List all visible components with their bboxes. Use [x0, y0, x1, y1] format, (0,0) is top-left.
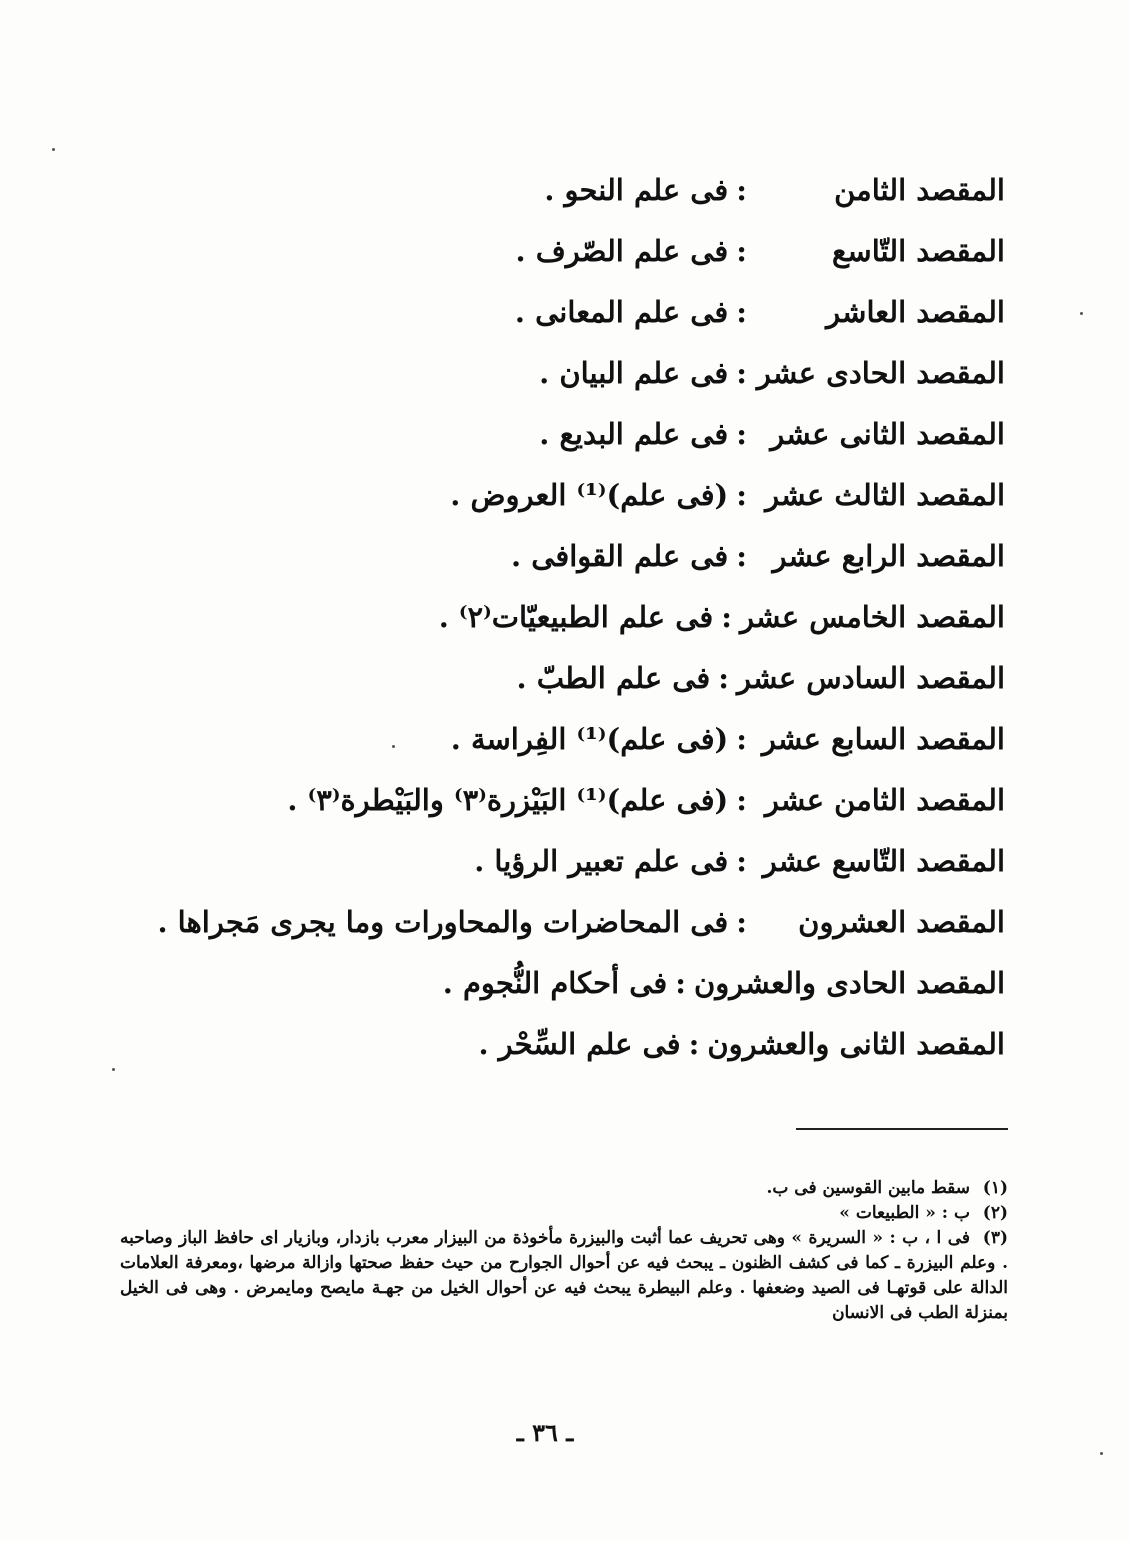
- entry-label: المقصد الثانى والعشرون: [707, 1027, 1005, 1061]
- entry-label: المقصد الحادى والعشرون: [693, 966, 1005, 1000]
- entry-text: فى علم القوافى .: [511, 539, 729, 573]
- footnote: [120, 1226, 1008, 1326]
- contents-entry: [125, 526, 1005, 587]
- contents-entry: [125, 282, 1005, 343]
- contents-entry: [125, 404, 1005, 465]
- contents-entry: [125, 160, 1005, 221]
- paper-speck: [112, 1068, 115, 1071]
- contents-entry: [125, 221, 1005, 282]
- entry-label: المقصد التّاسع: [831, 234, 1005, 268]
- contents-entry: [125, 892, 1005, 953]
- entry-label: المقصد الحادى عشر: [756, 356, 1005, 390]
- entry-label: المقصد الثامن: [834, 173, 1005, 207]
- paper-speck: [1080, 312, 1083, 315]
- entry-text: فى علم البيان .: [539, 356, 729, 390]
- entry-separator: :: [736, 234, 747, 268]
- contents-entry: [125, 648, 1005, 709]
- contents-entry: [125, 465, 1005, 526]
- footnote-text: سقط مابين القوسين فى ب.: [766, 1178, 970, 1198]
- contents-entry: [125, 343, 1005, 404]
- contents-entry: [125, 587, 1005, 648]
- paper-speck: [392, 745, 395, 748]
- entry-label: المقصد الرابع عشر: [772, 539, 1005, 573]
- footnote-separator-rule: [796, 1128, 1008, 1130]
- entry-separator: :: [736, 295, 747, 329]
- entry-label: المقصد السادس عشر: [737, 661, 1005, 695]
- contents-entry: [125, 709, 1005, 770]
- entry-text: فى علم المعانى .: [514, 295, 729, 329]
- entry-separator: :: [688, 1027, 700, 1061]
- entry-text: فى المحاضرات والمحاورات وما يجرى مَجراها .: [157, 905, 729, 939]
- entry-separator: :: [736, 539, 747, 573]
- entry-text: (فى علم)⁽¹⁾ العروض .: [450, 478, 729, 512]
- entry-text: فى علم السِّحْر .: [478, 1027, 681, 1061]
- footnote: [120, 1176, 1008, 1201]
- entry-label: المقصد الثالث عشر: [765, 478, 1005, 512]
- entry-separator: :: [721, 600, 732, 634]
- entry-separator: :: [736, 722, 747, 756]
- entry-separator: :: [736, 417, 747, 451]
- entry-text: فى علم النحو .: [544, 173, 729, 207]
- entry-text: (فى علم)⁽¹⁾ الفِراسة .: [450, 722, 729, 756]
- footnote-marker: (٣): [982, 1228, 1008, 1248]
- entry-label: المقصد التّاسع عشر: [762, 844, 1005, 878]
- footnotes-list: [120, 1176, 1008, 1326]
- entry-label: المقصد الثانى عشر: [770, 417, 1005, 451]
- footnote: [120, 1201, 1008, 1226]
- entry-separator: :: [675, 966, 686, 1000]
- entry-separator: :: [736, 356, 747, 390]
- entry-label: المقصد السابع عشر: [761, 722, 1005, 756]
- entry-separator: :: [736, 783, 747, 817]
- entry-separator: :: [736, 173, 747, 207]
- entry-text: فى علم تعبير الرؤيا .: [474, 844, 729, 878]
- paper-speck: [52, 148, 55, 151]
- entry-separator: :: [736, 905, 747, 939]
- contents-entry: [125, 770, 1005, 831]
- entry-label: المقصد الثامن عشر: [764, 783, 1005, 817]
- entry-text: فى أحكام النُّجوم .: [442, 966, 668, 1000]
- entry-text: فى علم البديع .: [539, 417, 729, 451]
- contents-entry: [125, 1014, 1005, 1075]
- entry-text: فى علم الطبيعيّات⁽٢⁾ .: [438, 600, 714, 634]
- contents-list: [125, 160, 1005, 1075]
- paper-speck: [1100, 1452, 1103, 1455]
- entry-label: المقصد العاشر: [826, 295, 1005, 329]
- contents-entry: [125, 831, 1005, 892]
- footnote-text: ب : « الطبيعات »: [839, 1203, 970, 1223]
- entry-separator: :: [718, 661, 730, 695]
- entry-label: المقصد الخامس عشر: [739, 600, 1005, 634]
- entry-label: المقصد العشرون: [798, 905, 1005, 939]
- footnote-text: فى ا ، ب : « السريرة » وهى تحريف عما أثبت والبيزرة مأخوذة من البيزار معرب بازدار، وبازيار اى حافظ الباز وصاحبه . وعلم البيزرة ـ كما فى كشف الظنون ـ يبحث فيه عن أحوال الجوارح من حيث حفظ صحتها وازالة مرضها ،ومعرفة العلامات الدالة على قوتهـا فى الصيد وضعفها . وعلم البيطرة يبحث فيه عن أحوال الخيل من جهـة مايصح ومايمرض . وهى فى الخيل بمنزلة الطب فى الانسان: [120, 1228, 1008, 1323]
- entry-text: (فى علم)⁽¹⁾ البَيْزرة⁽٣⁾ والبَيْطرة⁽٣⁾ .: [287, 783, 729, 817]
- entry-separator: :: [736, 478, 747, 512]
- footnote-marker: (١): [982, 1178, 1008, 1198]
- entry-text: فى علم الطبّ .: [516, 661, 711, 695]
- contents-entry: [125, 953, 1005, 1014]
- footnote-marker: (٢): [982, 1203, 1008, 1223]
- entry-separator: :: [736, 844, 747, 878]
- page-number: ـ ٣٦ ـ: [516, 1418, 574, 1447]
- entry-text: فى علم الصّرف .: [515, 234, 729, 268]
